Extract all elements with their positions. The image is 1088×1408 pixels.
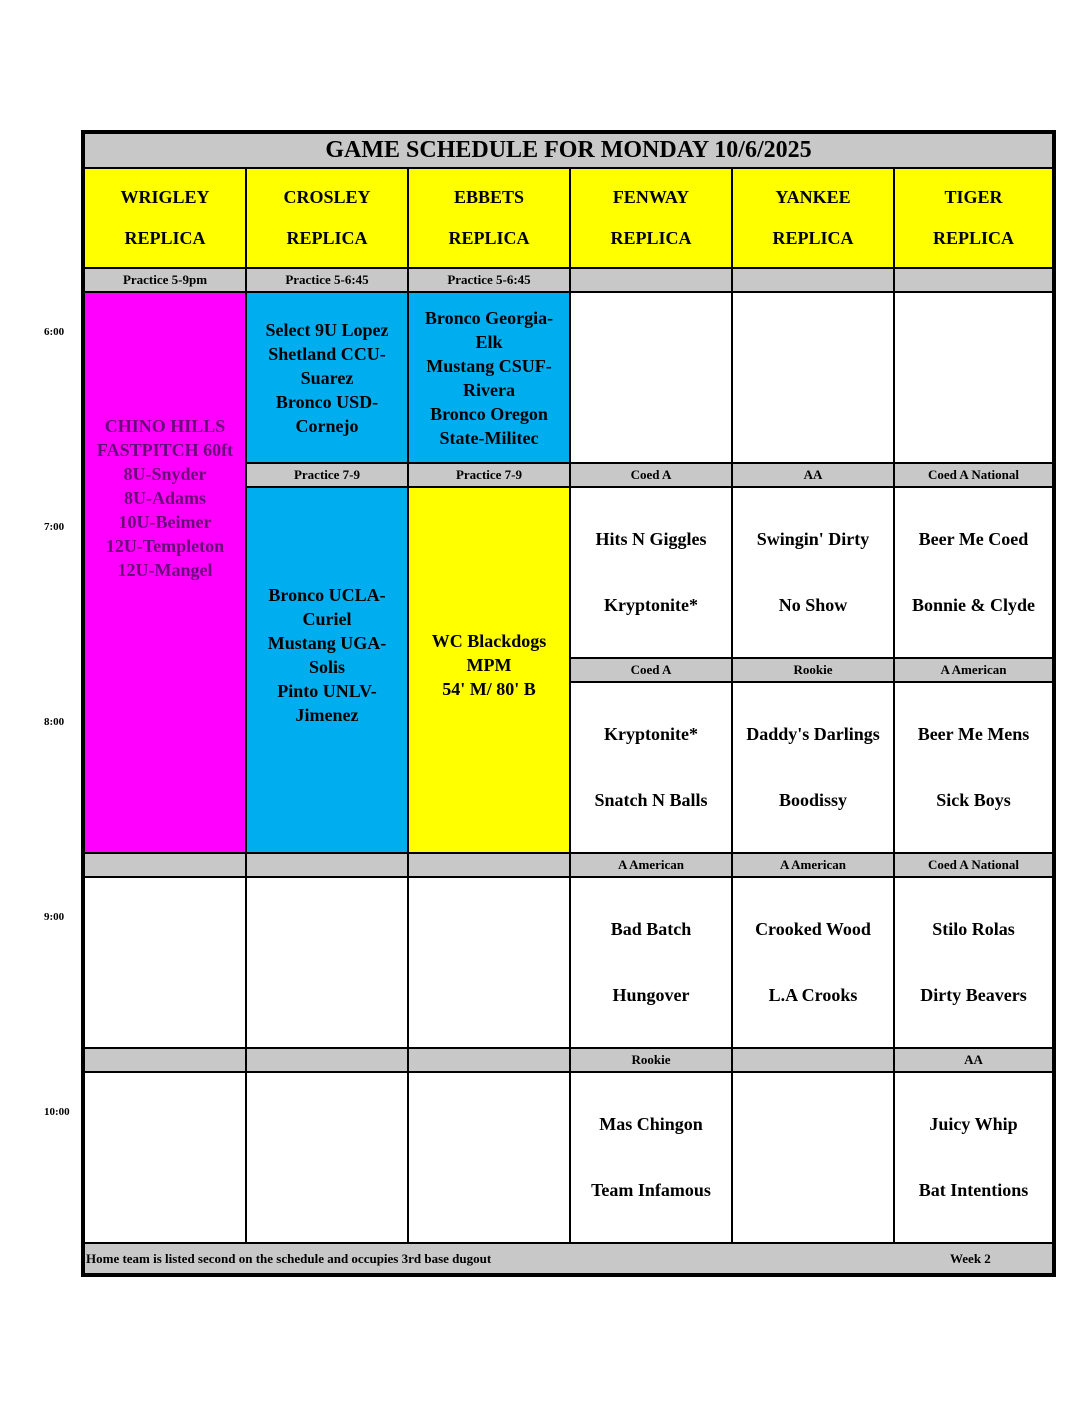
wrigley-practice-block: CHINO HILLS FASTPITCH 60ft 8U-Snyder 8U-Adams 10U-Beimer 12U-Templeton 12U-Mangel [84, 292, 246, 853]
field-header-ebbets: EBBETS REPLICA [408, 168, 570, 268]
time-label-6: 6:00 [44, 326, 65, 338]
slot-bar [408, 1048, 570, 1072]
time-label-9: 9:00 [44, 911, 65, 923]
slot-bar [246, 1048, 408, 1072]
slot-bar: AA [732, 463, 894, 487]
slot-bar [732, 268, 894, 292]
home-team-note: Home team is listed second on the schedule and occupies 3rd base dugout [86, 1251, 492, 1266]
slot-bar [408, 853, 570, 877]
slot-bar: Coed A National [894, 853, 1053, 877]
empty-slot [894, 292, 1053, 463]
game-cell: Mas Chingon Team Infamous [570, 1072, 732, 1243]
slot-bar: A American [570, 853, 732, 877]
time-label-7: 7:00 [44, 521, 65, 533]
slot-bar: Coed A [570, 463, 732, 487]
empty-slot [732, 292, 894, 463]
empty-slot [84, 877, 246, 1048]
slot-bar: Coed A [570, 658, 732, 682]
slot-bar [894, 268, 1053, 292]
slot-bar: Practice 7-9 [246, 463, 408, 487]
crosley-practice-block-1: Select 9U Lopez Shetland CCU- Suarez Bronco USD- Cornejo [246, 292, 408, 463]
slot-bar: AA [894, 1048, 1053, 1072]
game-cell: Juicy Whip Bat Intentions [894, 1072, 1053, 1243]
field-header-wrigley: WRIGLEY REPLICA [84, 168, 246, 268]
slot-bar [84, 1048, 246, 1072]
slot-bar [246, 853, 408, 877]
empty-slot [570, 292, 732, 463]
game-cell: Crooked Wood L.A Crooks [732, 877, 894, 1048]
schedule-title: GAME SCHEDULE FOR MONDAY 10/6/2025 [84, 133, 1053, 168]
slot-bar: Coed A National [894, 463, 1053, 487]
slot-bar [84, 853, 246, 877]
slot-bar: Practice 5-9pm [84, 268, 246, 292]
game-cell: Hits N Giggles Kryptonite* [570, 487, 732, 658]
game-cell: Stilo Rolas Dirty Beavers [894, 877, 1053, 1048]
empty-slot [246, 1072, 408, 1243]
game-cell: Beer Me Mens Sick Boys [894, 682, 1053, 853]
slot-bar [570, 268, 732, 292]
slot-bar: Practice 7-9 [408, 463, 570, 487]
empty-slot [246, 877, 408, 1048]
week-label: Week 2 [950, 1251, 991, 1266]
field-header-yankee: YANKEE REPLICA [732, 168, 894, 268]
crosley-practice-block-2: Bronco UCLA- Curiel Mustang UGA- Solis Pinto UNLV- Jimenez [246, 487, 408, 853]
empty-slot [732, 1072, 894, 1243]
slot-bar: Rookie [570, 1048, 732, 1072]
field-header-tiger: TIGER REPLICA [894, 168, 1053, 268]
empty-slot [84, 1072, 246, 1243]
slot-bar: A American [732, 853, 894, 877]
slot-bar: Rookie [732, 658, 894, 682]
slot-bar: Practice 5-6:45 [408, 268, 570, 292]
game-cell: Daddy's Darlings Boodissy [732, 682, 894, 853]
time-label-8: 8:00 [44, 716, 65, 728]
field-header-crosley: CROSLEY REPLICA [246, 168, 408, 268]
game-cell: Bad Batch Hungover [570, 877, 732, 1048]
time-label-10: 10:00 [44, 1106, 70, 1118]
game-cell: Beer Me Coed Bonnie & Clyde [894, 487, 1053, 658]
slot-bar: Practice 5-6:45 [246, 268, 408, 292]
empty-slot [408, 1072, 570, 1243]
slot-bar [732, 1048, 894, 1072]
ebbets-practice-block-1: Bronco Georgia- Elk Mustang CSUF- Rivera Bronco Oregon State-Militec [408, 292, 570, 463]
ebbets-practice-block-2: WC Blackdogs MPM 54' M/ 80' B [408, 487, 570, 853]
field-header-fenway: FENWAY REPLICA [570, 168, 732, 268]
schedule-grid [81, 130, 1056, 1277]
empty-slot [408, 877, 570, 1048]
slot-bar: A American [894, 658, 1053, 682]
game-cell: Swingin' Dirty No Show [732, 487, 894, 658]
game-cell: Kryptonite* Snatch N Balls [570, 682, 732, 853]
